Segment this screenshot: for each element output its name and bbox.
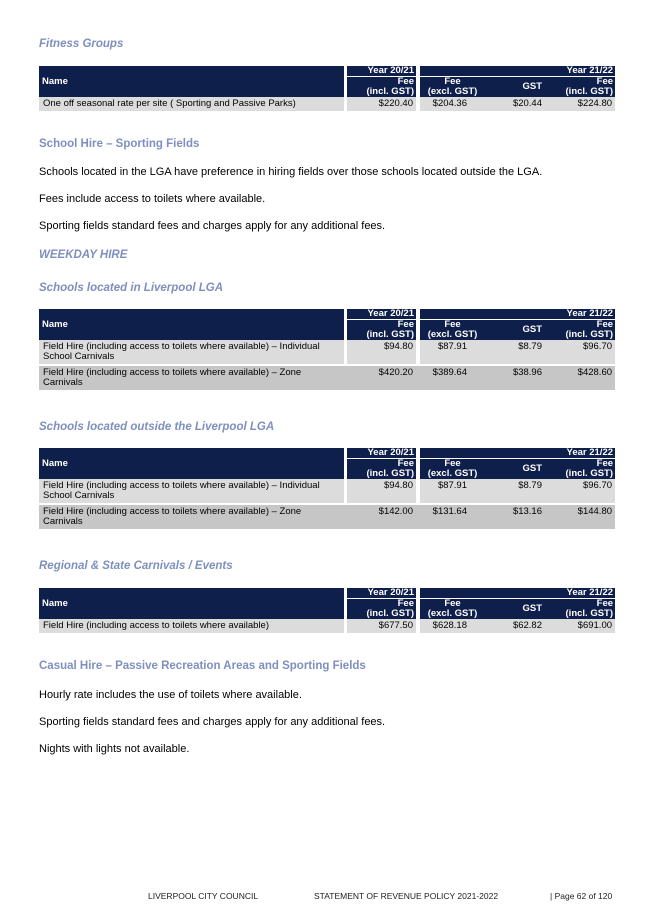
col-header-name: Name <box>39 66 344 97</box>
casual-hire-para-3: Nights with lights not available. <box>39 743 190 755</box>
col-header-fee-excl: Fee (excl. GST) <box>420 77 485 97</box>
col-header-year20: Year 20/21 <box>347 309 416 320</box>
weekday-hire-heading: WEEKDAY HIRE <box>39 249 128 261</box>
table-row: Field Hire (including access to toilets where available) – Zone Carnivals $420.20 $389.64 $38.96 $428.60 <box>39 366 615 392</box>
col-header-year21: Year 21/22 <box>420 309 615 320</box>
in-lga-table <box>39 309 615 392</box>
col-header-year20: Year 20/21 <box>347 588 416 599</box>
fitness-groups-heading: Fitness Groups <box>39 38 124 50</box>
footer-page-number: | Page 62 of 120 <box>550 891 613 901</box>
regional-heading: Regional & State Carnivals / Events <box>39 560 233 572</box>
table-row: Field Hire (including access to toilets where available) – Individual School Carnivals $94.80 $87.91 $8.79 $96.70 <box>39 479 615 505</box>
fitness-groups-table <box>39 66 615 113</box>
col-header-fee-excl: Fee (excl. GST) <box>420 320 485 340</box>
table-row: Field Hire (including access to toilets where available) $677.50 $628.18 $62.82 $691.00 <box>39 619 615 635</box>
col-header-fee-incl-21: Fee (incl. GST) <box>550 459 615 479</box>
footer-statement: STATEMENT OF REVENUE POLICY 2021-2022 <box>314 891 499 901</box>
col-header-name: Name <box>39 448 344 479</box>
col-header-gst: GST <box>485 320 550 340</box>
col-header-fee-incl-21: Fee (incl. GST) <box>550 320 615 340</box>
col-header-fee-incl-21: Fee (incl. GST) <box>550 77 615 97</box>
col-header-fee-incl: Fee (incl. GST) <box>347 320 416 340</box>
col-header-gst: GST <box>485 599 550 619</box>
school-hire-para-3: Sporting fields standard fees and charges apply for any additional fees. <box>39 220 386 232</box>
in-lga-heading: Schools located in Liverpool LGA <box>39 282 224 294</box>
col-header-gst: GST <box>485 77 550 97</box>
casual-hire-heading: Casual Hire – Passive Recreation Areas and Sporting Fields <box>39 660 366 672</box>
table-row: One off seasonal rate per site ( Sporting and Passive Parks) $220.40 $204.36 $20.44 $224.80 <box>39 97 615 113</box>
casual-hire-para-2: Sporting fields standard fees and charges apply for any additional fees. <box>39 716 386 728</box>
col-header-gst: GST <box>485 459 550 479</box>
col-header-fee-excl: Fee (excl. GST) <box>420 599 485 619</box>
footer-council: LIVERPOOL CITY COUNCIL <box>148 891 259 901</box>
col-header-fee-incl: Fee (incl. GST) <box>347 599 416 619</box>
col-header-year21: Year 21/22 <box>420 66 615 77</box>
col-header-fee-incl: Fee (incl. GST) <box>347 459 416 479</box>
col-header-year20: Year 20/21 <box>347 448 416 459</box>
out-lga-table <box>39 448 615 531</box>
school-hire-para-2: Fees include access to toilets where available. <box>39 193 266 205</box>
out-lga-heading: Schools located outside the Liverpool LGA <box>39 421 275 433</box>
table-row: Field Hire (including access to toilets where available) – Zone Carnivals $142.00 $131.64 $13.16 $144.80 <box>39 505 615 531</box>
casual-hire-para-1: Hourly rate includes the use of toilets where available. <box>39 689 302 701</box>
table-row: Field Hire (including access to toilets where available) – Individual School Carnivals $94.80 $87.91 $8.79 $96.70 <box>39 340 615 366</box>
col-header-fee-excl: Fee (excl. GST) <box>420 459 485 479</box>
col-header-fee-incl-21: Fee (incl. GST) <box>550 599 615 619</box>
col-header-year20: Year 20/21 <box>347 66 416 77</box>
col-header-name: Name <box>39 309 344 340</box>
col-header-year21: Year 21/22 <box>420 588 615 599</box>
regional-table <box>39 588 615 635</box>
school-hire-para-1: Schools located in the LGA have preference in hiring fields over those schools located outside the LGA. <box>39 166 543 178</box>
school-hire-heading: School Hire – Sporting Fields <box>39 138 200 150</box>
col-header-name: Name <box>39 588 344 619</box>
col-header-year21: Year 21/22 <box>420 448 615 459</box>
col-header-fee-incl: Fee (incl. GST) <box>347 77 416 97</box>
